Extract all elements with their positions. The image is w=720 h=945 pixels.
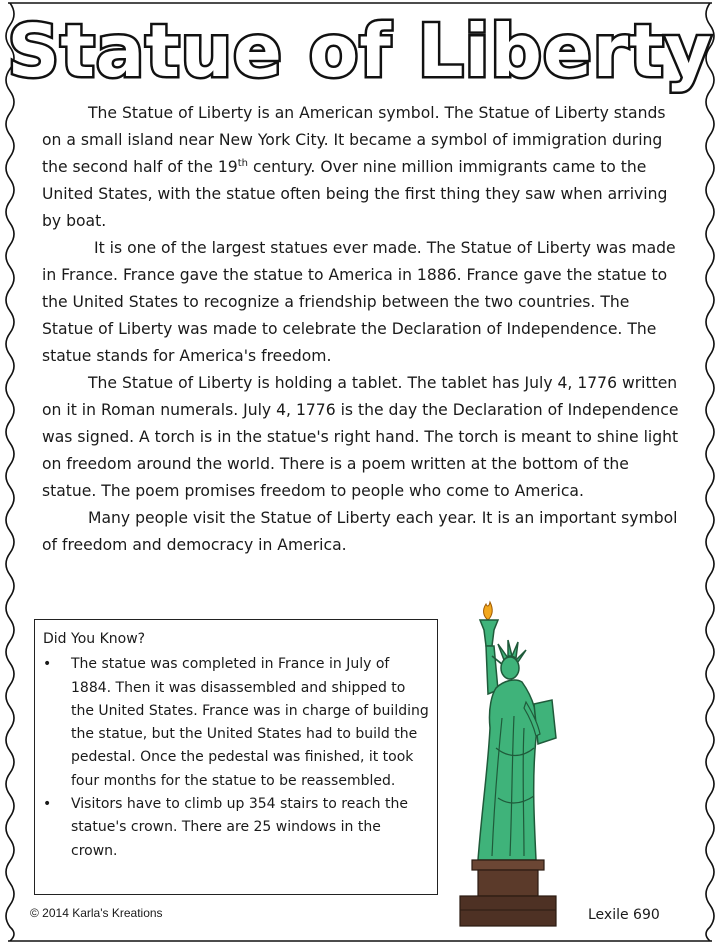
page-title-text: Statue of Liberty <box>7 9 713 93</box>
lexile-level: Lexile 690 <box>588 907 660 923</box>
left-wavy-edge <box>6 3 14 941</box>
tablet-icon <box>534 700 556 744</box>
did-you-know-list <box>43 653 429 863</box>
paragraph-2: It is one of the largest statues ever made. The Statue of Liberty was made in France. France gave the statue to America in 1886. France gave the statue to the United States to recognize a friendship between the two countries. The Statue of Liberty was made to celebrate the Declaration of Independence. The statue stands for America's freedom. <box>42 239 676 365</box>
right-wavy-edge <box>706 3 714 941</box>
did-you-know-heading: Did You Know? <box>43 631 146 647</box>
pedestal-base <box>460 896 556 926</box>
page-title <box>0 6 720 96</box>
copyright-text: © 2014 Karla's Kreations <box>30 906 163 920</box>
did-you-know-box <box>34 619 438 895</box>
list-item: • The statue was completed in France in July of 1884. Then it was disassembled and shipped to the United States. France was in charge of building the statue, but the United States had to build the pedestal. Once the pedestal was finished, it took four months for the statue to be reassembled. <box>43 656 429 789</box>
pedestal-top <box>472 860 544 870</box>
list-item: • Visitors have to climb up 354 stairs to reach the statue's crown. There are 25 windows in the crown. <box>43 796 408 859</box>
paragraph-3: The Statue of Liberty is holding a tablet. The tablet has July 4, 1776 written on it in Roman numerals. July 4, 1776 is the day the Declaration of Independence was signed. A torch is in the statue's right hand. The torch is meant to shine light on freedom around the world. There is a poem written at the bottom of the statue. The poem promises freedom to people who come to America. <box>42 374 679 500</box>
pedestal-middle <box>478 870 538 896</box>
torch-flame-icon <box>484 602 493 620</box>
statue-of-liberty-illustration <box>452 598 564 928</box>
statue-head <box>501 657 519 679</box>
paragraph-4: Many people visit the Statue of Liberty each year. It is an important symbol of freedom and democracy in America. <box>42 509 678 554</box>
torch-icon <box>480 620 498 646</box>
article-body <box>42 100 682 559</box>
paragraph-1: The Statue of Liberty is an American symbol. The Statue of Liberty stands on a small island near New York City. It became a symbol of immigration during the second half of the 19th century. Over nine million immigrants came to the United States, with the statue often being the first thing they saw when arriving by boat. <box>42 104 668 230</box>
